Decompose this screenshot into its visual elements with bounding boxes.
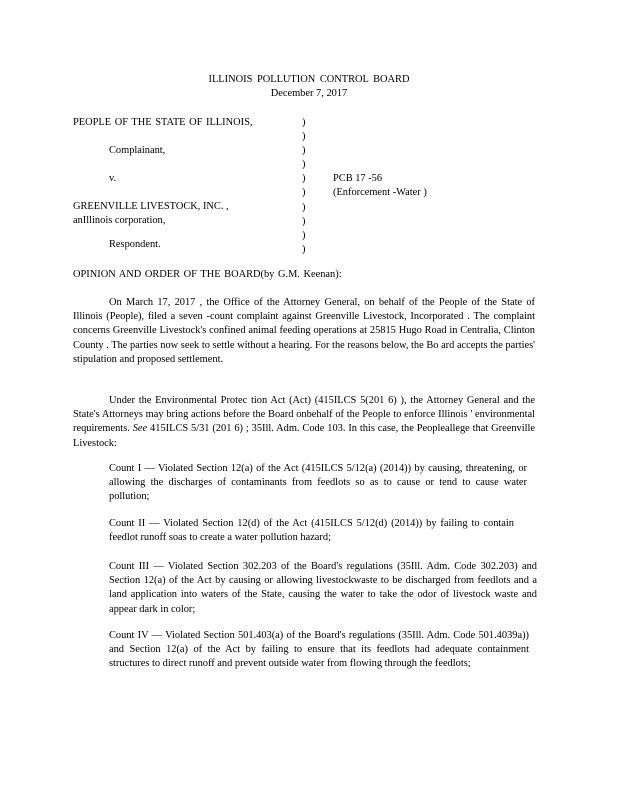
order-date: December 7, 2017	[270, 88, 348, 99]
caption-paren: )	[302, 159, 306, 171]
count-2: Count II — Violated Section 12(d) of the Act (415ILCS 5/12(d) (2014)) by failing to contain feedlot runoff soas to create a water pollution hazard;	[109, 518, 514, 544]
case-type: (Enforcement -Water )	[333, 187, 427, 198]
caption-paren: )	[302, 201, 306, 213]
paragraph-intro: On March 17, 2017 , the Office of the Attorney General, on behalf of the People of the State of Illinois (People), filed a seven -count complaint against Greenville Livestock, Incorporated . The complaint concerns Greenville Livestock's confined animal feeding operations at 25815 Hugo Road in Centralia, Clinton County . The parties now seek to settle without a hearing. For the reasons below, the Bo ard accepts the parties' stipulation and proposed settlement.	[73, 297, 535, 365]
caption-paren: )	[302, 243, 306, 255]
authority-text: Under the Environmental Protec tion Act (Act) (415ILCS 5(201 6) ), the Attorney General and the State's Attorneys may bring actions before the Board onbehalf of the People to enforce Illinois ' environmental requirements.	[73, 395, 535, 435]
see-signal: See	[132, 423, 148, 435]
authority-citation: 415ILCS 5/31 (201 6) ; 35Ill. Adm. Code 103. In this case, the Peopleallege that Greenville Livestock:	[73, 423, 535, 449]
respondent-label: Respondent.	[109, 239, 161, 250]
caption-paren: )	[302, 215, 306, 227]
paragraph-authority	[73, 394, 535, 451]
count-3: Count III — Violated Section 302.203 of the Board's regulations (35Ill. Adm. Code 302.203) and Section 12(a) of the Act by causing or allowing livestockwaste to be discharged from feedlots and a land application into waters of the State, causing the water to take the odor of livestock waste and appear dark in color;	[109, 561, 537, 615]
caption-paren: )	[302, 173, 306, 185]
board-title: ILLINOIS POLLUTION CONTROL BOARD	[208, 74, 410, 85]
caption-paren: )	[302, 229, 306, 241]
versus-label: v.	[109, 173, 117, 184]
plaintiff-name: PEOPLE OF THE STATE OF ILLINOIS,	[73, 117, 253, 128]
count-4: Count IV — Violated Section 501.403(a) of the Board's regulations (35Ill. Adm. Code 501.4039a)) and Section 12(a) of the Act by failing to ensure that its feedlots had adequate containment structures to direct runoff and prevent outside water from flowing through the feedlots;	[109, 630, 529, 670]
caption-paren: )	[302, 145, 306, 157]
defendant-name: GREENVILLE LIVESTOCK, INC. ,	[73, 201, 229, 212]
caption-parentheses	[302, 116, 310, 257]
caption-paren: )	[302, 131, 306, 143]
complainant-label: Complainant,	[109, 145, 166, 156]
case-number: PCB 17 -56	[333, 173, 383, 184]
count-1: Count I — Violated Section 12(a) of the Act (415ILCS 5/12(a) (2014)) by causing, threatening, or allowing the discharges of contaminants from feedlots so as to cause or tend to cause water pollution;	[109, 463, 527, 503]
defendant-description: anIllinois corporation,	[73, 215, 166, 226]
opinion-heading: OPINION AND ORDER OF THE BOARD(by G.M. Keenan):	[73, 269, 342, 280]
caption-paren: )	[302, 187, 306, 199]
caption-paren: )	[302, 117, 306, 128]
